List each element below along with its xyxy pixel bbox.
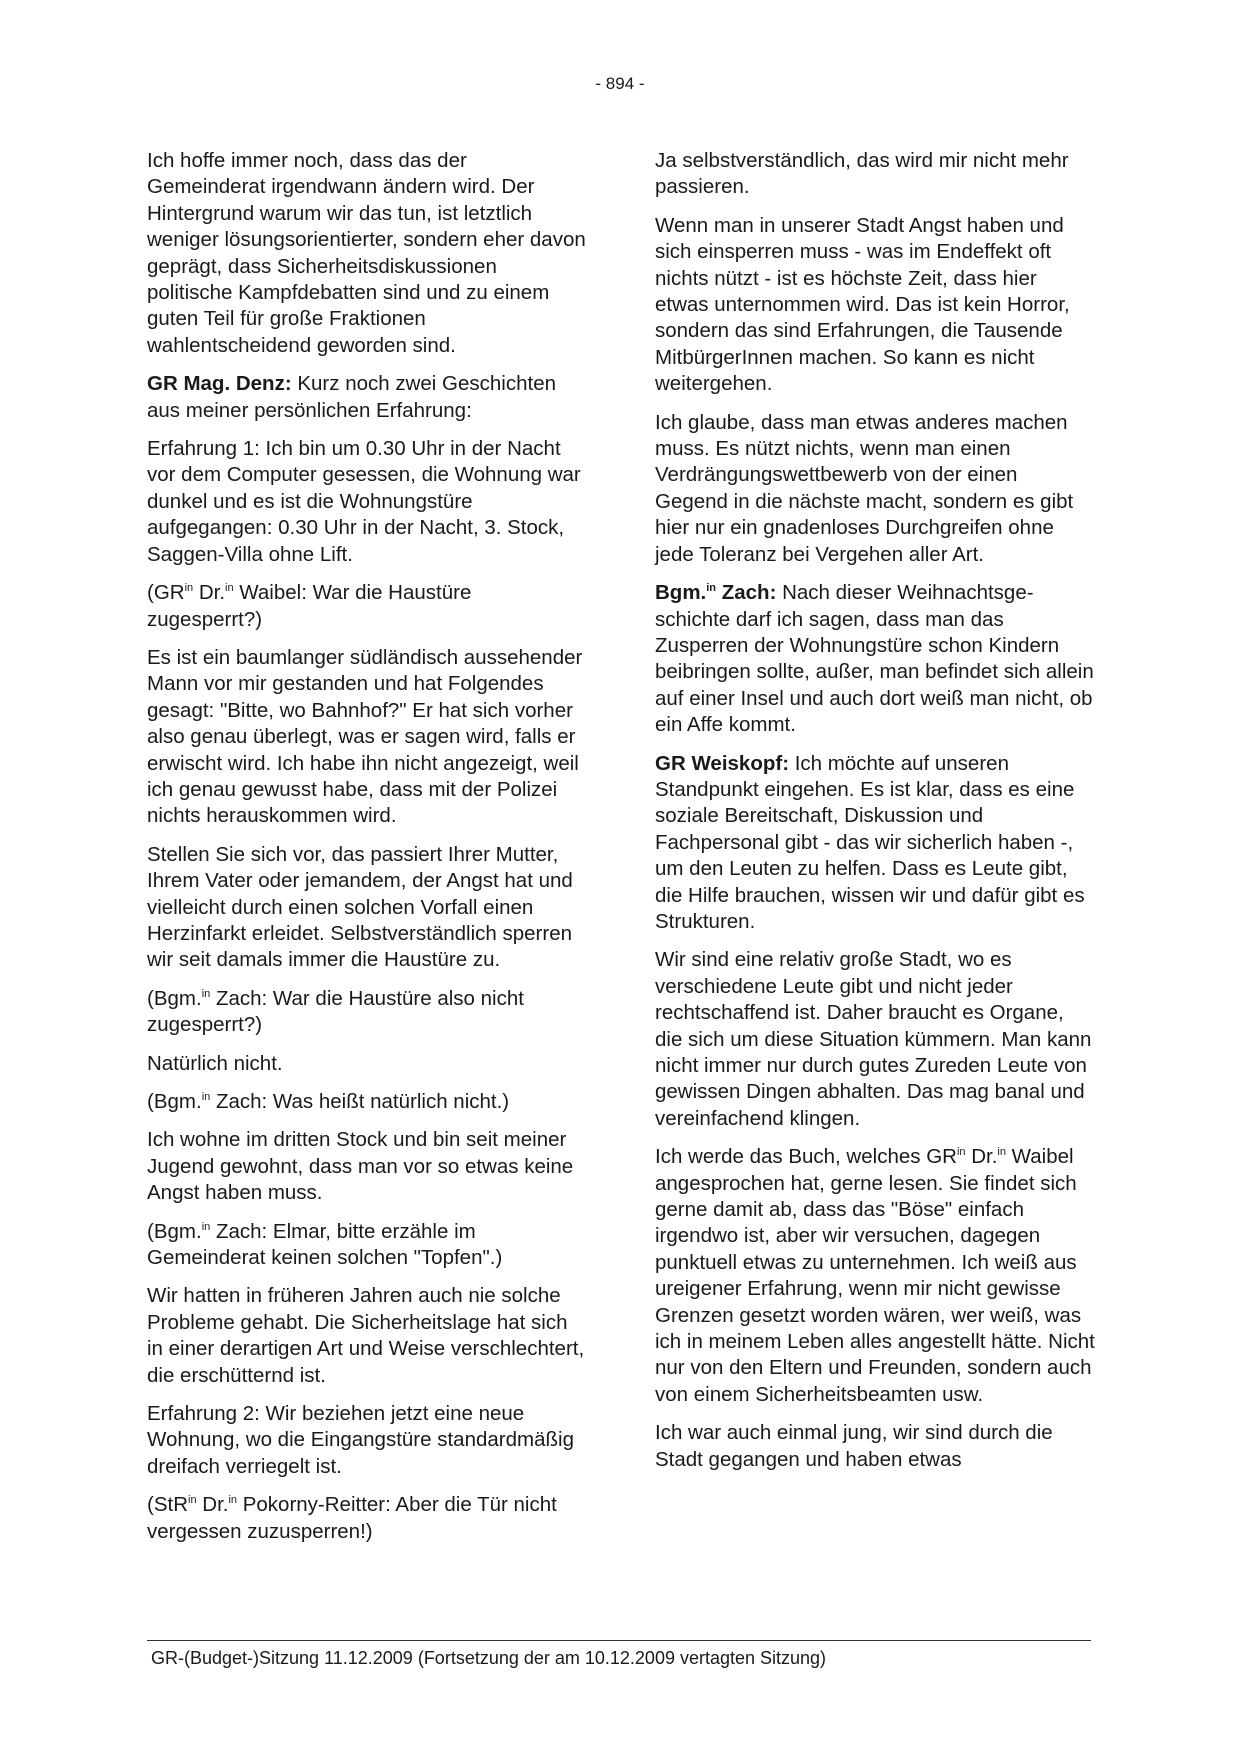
- title-superscript: in: [706, 582, 717, 595]
- body-paragraph: [147, 1127, 587, 1206]
- body-paragraph: [147, 148, 587, 359]
- paragraph-text: Ich werde das Buch, welches GR: [655, 1145, 957, 1169]
- paragraph-text: Kurz noch zwei Geschichten aus meiner persönlichen Erfahrung:: [147, 372, 557, 422]
- paragraph-text: Nach dieser Weihnachtsgeschichte darf ich sagen, dass man das Zusperren der Wohnungstüre schon Kindern beibringen sollte, außer, man befindet sich allein auf einer Insel und auch dort weiß man nicht, ob ein Affe kommt.: [655, 581, 1094, 737]
- speech-paragraph: [147, 371, 587, 424]
- paragraph-text: Zach: Elmar, bitte erzähle im Gemeinderat keinen solchen "Topfen".): [147, 1219, 503, 1270]
- body-paragraph: [147, 1051, 587, 1077]
- paragraph-text: (GR: [147, 581, 185, 605]
- paragraph-text: Ich möchte auf unseren Standpunkt eingehen. Es ist klar, dass es eine soziale Bereitschaft, Diskussion und Fachpersonal gibt - das wir sicherlich haben -, um den Leuten zu helfen. Dass es Leute gibt, die Hilfe brauchen, wissen wir und dafür gibt es Strukturen.: [655, 751, 1085, 933]
- footer-divider: [147, 1640, 1091, 1641]
- paragraph-text: Natürlich nicht.: [147, 1051, 283, 1075]
- body-paragraph: [147, 436, 587, 568]
- title-superscript: in: [201, 1220, 211, 1233]
- paragraph-text: Zach: War die Haustüre also nicht zugesperrt?): [147, 986, 524, 1037]
- speech-paragraph: [655, 751, 1095, 936]
- title-superscript: in: [228, 1494, 238, 1507]
- interjection-paragraph: [147, 1492, 587, 1545]
- body-paragraph: [147, 1401, 587, 1480]
- paragraph-text: Dr.: [196, 1493, 229, 1517]
- paragraph-text: Dr.: [193, 581, 226, 605]
- title-superscript: in: [184, 582, 194, 595]
- left-column: [147, 148, 587, 1557]
- body-paragraph: [655, 1420, 1095, 1473]
- paragraph-text: Ja selbstverständlich, das wird mir nicht mehr passieren.: [655, 149, 1069, 199]
- body-paragraph: [655, 148, 1095, 201]
- interjection-paragraph: [147, 986, 587, 1039]
- body-paragraph: [147, 1283, 587, 1389]
- paragraph-text: (Bgm.: [147, 986, 202, 1010]
- body-paragraph: [655, 410, 1095, 568]
- paragraph-text: Pokorny-Reitter: Aber die Tür nicht vergessen zuzusperren!): [147, 1493, 557, 1543]
- paragraph-text: Waibel angesprochen hat, gerne lesen. Sie findet sich gerne damit ab, dass das "Böse" einfach irgendwo ist, aber wir versuchen, dagegen punktuell etwas zu unternehmen. Ich weiß aus ureigener Erfahrung, wenn mir nicht gewisse Grenzen gesetzt worden wären, wer weiß, was ich in meinem Leben alles angestellt hätte. Nicht nur von den Eltern und Freunden, sondern auch von einem Sicherheitsbeamten usw.: [655, 1145, 1095, 1406]
- paragraph-text: (StR: [147, 1493, 188, 1517]
- paragraph-text: Erfahrung 2: Wir beziehen jetzt eine neue Wohnung, wo die Eingangstüre standardmäßig dreifach verriegelt ist.: [147, 1402, 574, 1478]
- title-superscript: in: [201, 987, 211, 1000]
- paragraph-text: (Bgm.: [147, 1090, 202, 1113]
- paragraph-text: Ich wohne im dritten Stock und bin seit meiner Jugend gewohnt, dass man vor so etwas keine Angst haben muss.: [147, 1128, 574, 1205]
- speaker-name: GR Mag. Denz:: [147, 372, 292, 396]
- paragraph-text: Es ist ein baumlanger südländisch aussehender Mann vor mir gestanden und hat Folgendes gesagt: "Bitte, wo Bahnhof?" Er hat sich vorher also genau überlegt, was er sagen wird, falls er erwischt wird. Ich habe ihn nicht angezeigt, weil ich genau gewusst habe, dass mit der Polizei nichts herauskommen wird.: [147, 645, 583, 828]
- paragraph-text: Stellen Sie sich vor, das passiert Ihrer Mutter, Ihrem Vater oder jemandem, der Angst hat und vielleicht durch einen solchen Vorfall einen Herzinfarkt erleidet. Selbstverständlich sperren wir seit damals immer die Haustüre zu.: [147, 842, 573, 972]
- body-paragraph: [147, 645, 587, 830]
- body-paragraph: [655, 947, 1095, 1132]
- body-paragraph: [655, 213, 1095, 398]
- interjection-paragraph: [147, 580, 587, 633]
- title-superscript: in: [956, 1146, 966, 1159]
- paragraph-text: Zach: Was heißt natürlich nicht.): [210, 1090, 510, 1113]
- title-superscript: in: [201, 1091, 211, 1103]
- speech-paragraph: [655, 580, 1095, 738]
- paragraph-text: Wir hatten in früheren Jahren auch nie solche Probleme gehabt. Die Sicherheitslage hat sich in einer derartigen Art und Weise verschlechtert, die erschütternd ist.: [147, 1284, 585, 1387]
- paragraph-text: Wenn man in unserer Stadt Angst haben und sich einsperren muss - was im Endeffekt oft nichts nützt - ist es höchste Zeit, dass hier etwas unternommen wird. Das ist kein Horror, sondern das sind Erfahrungen, die Tausende MitbürgerInnen machen. So kann es nicht weitergehen.: [655, 213, 1070, 396]
- paragraph-text: Ich hoffe immer noch, dass das der Gemeinderat irgendwann ändern wird. Der Hintergrund warum wir das tun, ist letztlich weniger lösungsorientierter, sondern eher davon geprägt, dass Sicherheitsdiskussionen politische Kampfdebatten sind und zu einem guten Teil für große Fraktionen wahlentscheidend geworden sind.: [147, 149, 586, 357]
- title-superscript: in: [188, 1494, 197, 1507]
- interjection-paragraph: [147, 1219, 587, 1272]
- speaker-name: Bgm.: [655, 581, 707, 605]
- page-number: - 894 -: [595, 74, 645, 93]
- speaker-name: Zach:: [716, 581, 777, 605]
- title-superscript: in: [997, 1146, 1006, 1159]
- paragraph-text: Erfahrung 1: Ich bin um 0.30 Uhr in der Nacht vor dem Computer gesessen, die Wohnung war dunkel und es ist die Wohnungstüre aufgegangen: 0.30 Uhr in der Nacht, 3. Stock, Saggen-Villa ohne Lift.: [147, 437, 581, 566]
- paragraph-text: (Bgm.: [147, 1219, 202, 1243]
- right-column: [655, 148, 1095, 1485]
- paragraph-text: Wir sind eine relativ große Stadt, wo es verschiedene Leute gibt und nicht jeder rechtschaffend ist. Daher braucht es Organe, die sich um diese Situation kümmern. Man kann nicht immer nur durch gutes Zureden Leute von gewissen Dingen abhalten. Das mag banal und vereinfachend klingen.: [655, 948, 1092, 1130]
- paragraph-text: Waibel: War die Haustüre zugesperrt?): [147, 581, 472, 631]
- body-paragraph: [655, 1144, 1095, 1408]
- paragraph-text: Ich war auch einmal jung, wir sind durch die Stadt gegangen und haben etwas: [655, 1421, 1053, 1471]
- interjection-paragraph: [147, 1089, 587, 1115]
- page-footer: GR-(Budget-)Sitzung 11.12.2009 (Fortsetzung der am 10.12.2009 vertagten Sitzung): [151, 1648, 827, 1668]
- body-paragraph: [147, 842, 587, 974]
- paragraph-text: Dr.: [965, 1145, 998, 1169]
- paragraph-text: Ich glaube, dass man etwas anderes machen muss. Es nützt nichts, wenn man einen Verdrängungswettbewerb von der einen Gegend in die nächste macht, sondern es gibt hier nur ein gnadenloses Durchgreifen ohne jede Toleranz bei Vergehen aller Art.: [655, 410, 1074, 566]
- speaker-name: GR Weiskopf:: [655, 751, 790, 775]
- title-superscript: in: [225, 582, 234, 595]
